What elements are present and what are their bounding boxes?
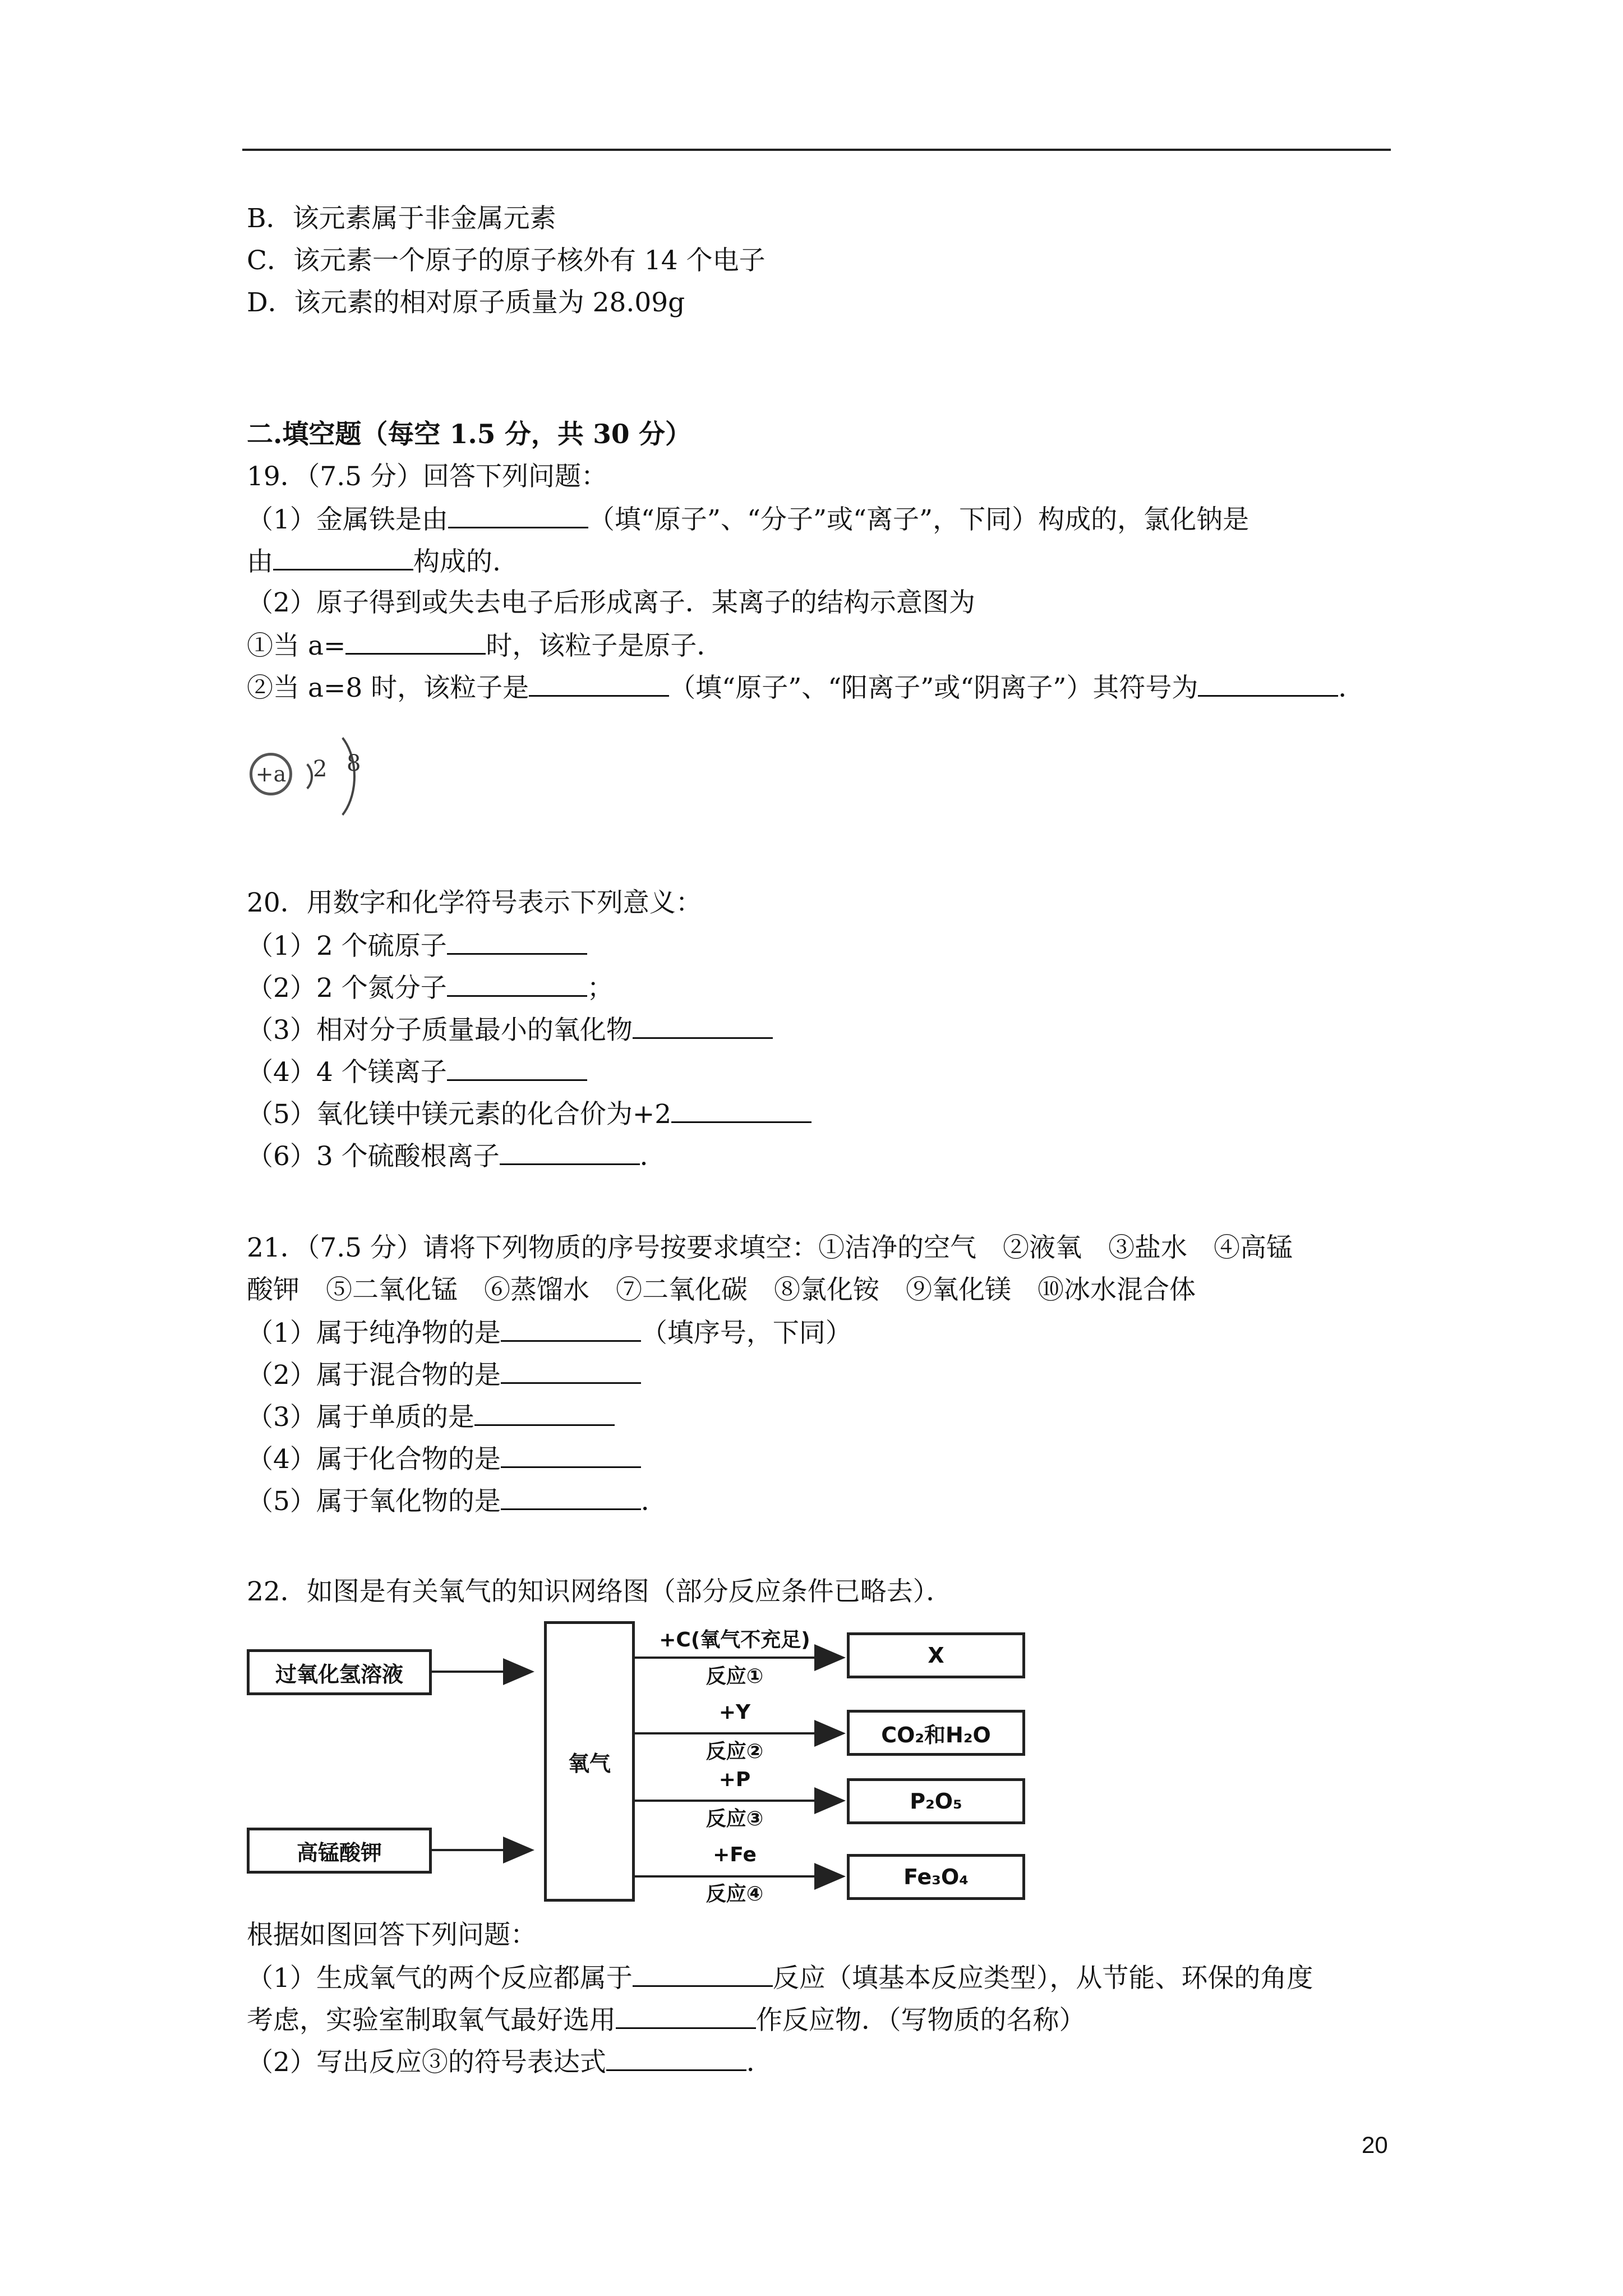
- answer-blank[interactable]: [500, 1139, 640, 1165]
- q19-p21-text-b: 时，该粒子是原子．: [486, 631, 723, 661]
- q21-stem-line2: 酸钾 ⑤二氧化锰 ⑥蒸馏水 ⑦二氧化碳 ⑧氯化铵 ⑨氧化镁 ⑩冰水混合体: [247, 1274, 1196, 1305]
- answer-blank[interactable]: [273, 544, 413, 570]
- item-text: （2）属于混合物的是: [247, 1360, 501, 1391]
- q22-p2-text-b: ．: [746, 2047, 773, 2078]
- option-c: C．该元素一个原子的原子核外有 14 个电子: [247, 245, 766, 276]
- item-text: （6）3 个硫酸根离子: [247, 1141, 500, 1172]
- q19-part2: （2）原子得到或失去电子后形成离子．某离子的结构示意图为: [247, 587, 975, 618]
- q19-p1-text-d: 构成的.: [413, 546, 501, 577]
- answer-blank[interactable]: [447, 970, 587, 997]
- q21-item-2: [247, 1358, 641, 1392]
- answer-blank[interactable]: [501, 1315, 641, 1342]
- page-number: 20: [1362, 2132, 1388, 2158]
- answer-blank[interactable]: [501, 1484, 641, 1510]
- answer-blank[interactable]: [606, 2045, 746, 2071]
- q19-part1-line1: [247, 502, 1249, 537]
- q19-p1-text-a: （1）金属铁是由: [247, 504, 448, 535]
- answer-blank[interactable]: [633, 1013, 773, 1039]
- source-box-potassium-permanganate: 高锰酸钾: [247, 1828, 432, 1874]
- item-text: （5）属于氧化物的是: [247, 1486, 501, 1517]
- q20-stem: 20．用数字和化学符号表示下列意义：: [247, 887, 702, 918]
- answer-blank[interactable]: [616, 2003, 756, 2029]
- q19-part2-2: [247, 670, 1364, 705]
- reaction-3-label: 反应③: [706, 1807, 764, 1830]
- reaction-2-reagent: +Y: [718, 1701, 751, 1724]
- shell-2-electrons: 8: [347, 751, 361, 776]
- q19-p1-text-c: 由: [247, 546, 273, 577]
- q19-stem: 19．（7.5 分）回答下列问题：: [247, 461, 607, 492]
- source-box-hydrogen-peroxide: 过氧化氢溶液: [247, 1649, 432, 1695]
- item-tail: ；: [587, 973, 614, 1004]
- electron-shell-arc: [286, 725, 356, 828]
- item-tail: ．: [639, 1141, 666, 1172]
- q21-item-1: [247, 1315, 852, 1350]
- answer-blank[interactable]: [501, 1442, 641, 1468]
- q22-after: 根据如图回答下列问题：: [247, 1920, 537, 1950]
- ion-structure-diagram: [247, 724, 381, 825]
- item-tail: （填序号，下同）: [640, 1318, 852, 1349]
- reaction-3-reagent: +P: [718, 1768, 751, 1791]
- reaction-4-label: 反应④: [706, 1883, 764, 1906]
- item-text: （1）2 个硫原子: [247, 931, 447, 961]
- answer-blank[interactable]: [474, 1400, 615, 1426]
- q22-part1-line1: [247, 1961, 1313, 1995]
- q19-p1-text-b: （填“原子”、“分子”或“离子”，下同）构成的，氯化钠是: [588, 504, 1249, 535]
- item-text: （5）氧化镁中镁元素的化合价为+2: [247, 1099, 672, 1130]
- answer-blank[interactable]: [447, 928, 587, 955]
- answer-blank[interactable]: [633, 1961, 773, 1987]
- answer-blank[interactable]: [345, 628, 486, 655]
- q22-p1-text-a: （1）生成氧气的两个反应都属于: [247, 1963, 633, 1994]
- item-tail: ．: [640, 1486, 667, 1517]
- q22-stem: 22．如图是有关氧气的知识网络图（部分反应条件已略去）．: [247, 1576, 953, 1607]
- q20-item-2: [247, 970, 614, 1005]
- reaction-1-label: 反应①: [706, 1665, 764, 1688]
- product-box-p2o5: P₂O₅: [847, 1778, 1025, 1824]
- q20-item-6: [247, 1139, 666, 1174]
- reaction-1-reagent: +C(氧气不充足): [659, 1628, 810, 1651]
- q21-item-5: [247, 1484, 667, 1519]
- item-text: （3）属于单质的是: [247, 1402, 474, 1433]
- q20-item-1: [247, 928, 587, 963]
- product-box-x: X: [847, 1632, 1025, 1678]
- q20-item-3: [247, 1013, 773, 1047]
- answer-blank[interactable]: [671, 1097, 811, 1123]
- q22-p1-text-c: 考虑，实验室制取氧气最好选用: [247, 2005, 616, 2036]
- answer-blank[interactable]: [448, 502, 588, 528]
- q20-item-5: [247, 1097, 811, 1131]
- q22-part1-line2: [247, 2003, 1086, 2037]
- answer-blank[interactable]: [529, 670, 669, 697]
- item-text: （4）4 个镁离子: [247, 1057, 447, 1088]
- q22-p1-text-b: 反应（填基本反应类型），从节能、环保的角度: [772, 1963, 1313, 1994]
- item-text: （2）2 个氮分子: [247, 973, 447, 1004]
- shell-1-electrons: 2: [313, 756, 328, 782]
- q21-item-4: [247, 1442, 641, 1476]
- item-text: （1）属于纯净物的是: [247, 1318, 501, 1349]
- answer-blank[interactable]: [447, 1055, 587, 1081]
- q19-p21-text-a: ①当 a=: [247, 631, 346, 661]
- q19-p22-text-b: （填“原子”、“阳离子”或“阴离子”）其符号为: [669, 673, 1198, 703]
- product-box-co2-h2o: CO₂和H₂O: [847, 1710, 1025, 1756]
- section-title: 二.填空题（每空 1.5 分，共 30 分）: [247, 419, 691, 450]
- option-b: B．该元素属于非金属元素: [247, 203, 556, 234]
- header-rule: [242, 149, 1391, 151]
- q21-item-3: [247, 1400, 615, 1434]
- item-text: （4）属于化合物的是: [247, 1444, 501, 1475]
- q22-p1-text-d: 作反应物．（写物质的名称）: [756, 2005, 1086, 2036]
- item-text: （3）相对分子质量最小的氧化物: [247, 1015, 633, 1046]
- option-d: D．该元素的相对原子质量为 28.09g: [247, 287, 685, 318]
- answer-blank[interactable]: [501, 1358, 641, 1384]
- product-box-fe3o4: Fe₃O₄: [847, 1854, 1025, 1900]
- reaction-4-reagent: +Fe: [713, 1843, 757, 1866]
- nucleus: +a: [250, 753, 292, 795]
- reaction-2-label: 反应②: [706, 1740, 764, 1763]
- q22-p2-text-a: （2）写出反应③的符号表达式: [247, 2047, 606, 2078]
- q20-item-4: [247, 1055, 587, 1089]
- q19-p22-text-a: ②当 a=8 时，该粒子是: [247, 673, 529, 703]
- q19-p22-text-c: ．: [1338, 673, 1365, 703]
- center-box-oxygen: 氧气: [544, 1621, 635, 1902]
- q19-part1-line2: [247, 544, 501, 579]
- q21-stem-line1: 21．（7.5 分）请将下列物质的序号按要求填空：①洁净的空气 ②液氧 ③盐水 ④高锰: [247, 1232, 1293, 1263]
- answer-blank[interactable]: [1198, 670, 1338, 697]
- oxygen-knowledge-network: [247, 1616, 1032, 1907]
- q22-part2: [247, 2045, 773, 2079]
- q19-part2-1: [247, 628, 723, 663]
